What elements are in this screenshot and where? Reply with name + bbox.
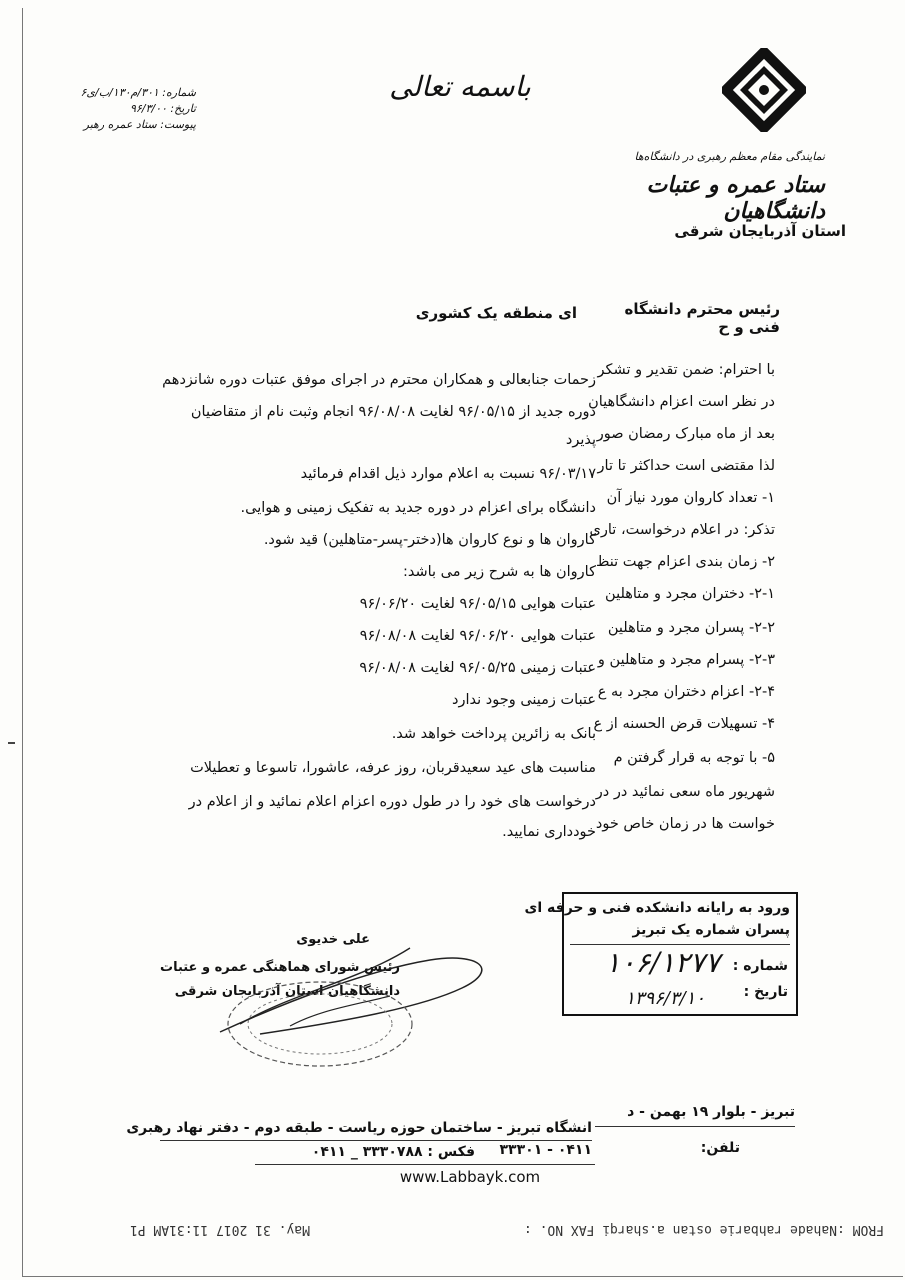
stamp-subtitle: پسران شماره یک تبریز [632, 922, 790, 938]
organization-logo [722, 48, 806, 132]
letter-date: تاریخ: ۹۶/۳/۰۰ [129, 102, 196, 115]
body-left-line: بانک به زائرین پرداخت خواهد شد. [391, 726, 596, 742]
body-right-line: ۲- زمان بندی اعزام جهت تنظ [595, 554, 775, 570]
footer-rule-left [160, 1140, 592, 1141]
footer-rule-bottom [255, 1164, 595, 1165]
footer-rule-right [595, 1126, 795, 1127]
body-right-line: تذکر: در اعلام درخواست، تاری [589, 522, 775, 538]
fax-header-date: May. 31 2017 11:31AM P1 [129, 1222, 310, 1237]
body-left-line: عتبات زمینی وجود ندارد [452, 692, 596, 708]
body-right-line: در نظر است اعزام دانشگاهیان [588, 394, 775, 410]
body-left-line: کاروان ها و نوع کاروان ها(دختر-پسر-متاهلین) قید شود. [263, 532, 596, 548]
org-province: استان آذربایجان شرقی [674, 222, 846, 240]
signatory-organization: دانشگاهیان استان آذربایجان شرقی [174, 984, 400, 999]
phone-label: تلفن: [700, 1140, 740, 1156]
body-left-line: ۹۶/۰۳/۱۷ نسبت به اعلام موارد ذیل اقدام فرمائید [300, 466, 596, 482]
signatory-title: رئیس شورای هماهنگی عمره و عتبات [160, 960, 400, 975]
org-name: ستاد عمره و عتبات دانشگاهیان [646, 172, 825, 224]
stamp-number-value: ۱۰۶/۱۲۷۷ [605, 946, 720, 979]
body-right-line: ۲-۱- دختران مجرد و متاهلین [605, 586, 775, 602]
fax-number: فکس : ۳۳۳۰۷۸۸ _ ۰۴۱۱ [311, 1144, 475, 1160]
address-right: تبریز - بلوار ۱۹ بهمن - د [627, 1104, 795, 1120]
body-left-line: دوره جدید از ۹۶/۰۵/۱۵ لغایت ۹۶/۰۸/۰۸ انجام وثبت نام از متقاضیان [190, 404, 596, 420]
stamp-date-value: ۱۳۹۶/۳/۱۰ [625, 988, 705, 1009]
bismillah-heading: باسمه تعالی [389, 70, 531, 103]
body-left-line: دانشگاه برای اعزام در دوره جدید به تفکیک زمینی و هوایی. [240, 500, 596, 516]
handwritten-signature [200, 930, 510, 1070]
body-left-line: عتبات هوایی ۹۶/۰۶/۲۰ لغایت ۹۶/۰۸/۰۸ [359, 628, 596, 644]
body-right-line: ۲-۲- پسران مجرد و متاهلین [607, 620, 775, 636]
body-left-line: زحمات جنابعالی و همکاران محترم در اجرای موفق عتبات دوره شانزدهم [162, 372, 596, 388]
letter-number: شماره: ۳۰۱/م۱۳۰/ب/ی۶ [80, 86, 196, 99]
body-left-line: کاروان ها به شرح زیر می باشد: [402, 564, 596, 580]
stamp-date-label: تاریخ : [743, 984, 788, 1000]
body-right-line: خواست ها در زمان خاص خود [595, 816, 775, 832]
phone-value: ۰۴۱۱ - ۳۳۳۰۱ [499, 1142, 592, 1158]
body-right-line: ۲-۴- اعزام دختران مجرد به ع [597, 684, 775, 700]
stamp-number-label: شماره : [732, 958, 788, 974]
body-right-line: لذا مقتضی است حداکثر تا تار [597, 458, 775, 474]
body-right-line: شهریور ماه سعی نمائید در در [595, 784, 775, 800]
recipient-part2: ای منطقه یک کشوری [415, 304, 577, 322]
body-left-line: عتبات زمینی ۹۶/۰۵/۲۵ لغایت ۹۶/۰۸/۰۸ [359, 660, 596, 676]
body-left-line: درخواست های خود را در طول دوره اعزام اعلام نمائید و از اعلام در [188, 794, 596, 810]
body-right-line: بعد از ماه مبارک رمضان صور [596, 426, 775, 442]
body-right-line: ۱- تعداد کاروان مورد نیاز آن [606, 490, 775, 506]
stamp-divider [570, 944, 790, 945]
org-subtitle: نمایندگی مقام معظم رهبری در دانشگاه‌ها [634, 150, 825, 163]
body-left-line: مناسبت های عید سعیدقربان، روز عرفه، عاشورا، تاسوعا و تعطیلات [190, 760, 596, 776]
recipient-part1: رئیس محترم دانشگاه فنی و ح [624, 300, 780, 336]
fax-header-from: FROM :Nahade rahbarie ostan a.sharqi FAX NO. : [523, 1222, 884, 1237]
signatory-name: علی خدیوی [296, 932, 370, 947]
margin-mark [8, 742, 15, 744]
address-left: انشگاه تبریز - ساختمان حوزه ریاست - طبقه دوم - دفتر نهاد رهبری [126, 1120, 592, 1136]
body-right-line: ۲-۳- پسرام مجرد و متاهلین و [597, 652, 775, 668]
body-left-line: خودداری نمایید. [502, 824, 596, 840]
website-url: www.Labbayk.com [399, 1168, 541, 1186]
stamp-title: ورود به رایانه دانشکده فنی و حرفه ای [524, 900, 790, 916]
body-right-line: با احترام: ضمن تقدیر و تشکر [597, 362, 775, 378]
body-right-line: ۴- تسهیلات قرض الحسنه از ع [593, 716, 775, 732]
body-right-line: ۵- با توجه به قرار گرفتن م [613, 750, 775, 766]
letter-attachment: پیوست: ستاد عمره رهبر [83, 118, 196, 131]
body-left-line: عتبات هوایی ۹۶/۰۵/۱۵ لغایت ۹۶/۰۶/۲۰ [359, 596, 596, 612]
body-left-line: پذیرد [565, 432, 596, 448]
